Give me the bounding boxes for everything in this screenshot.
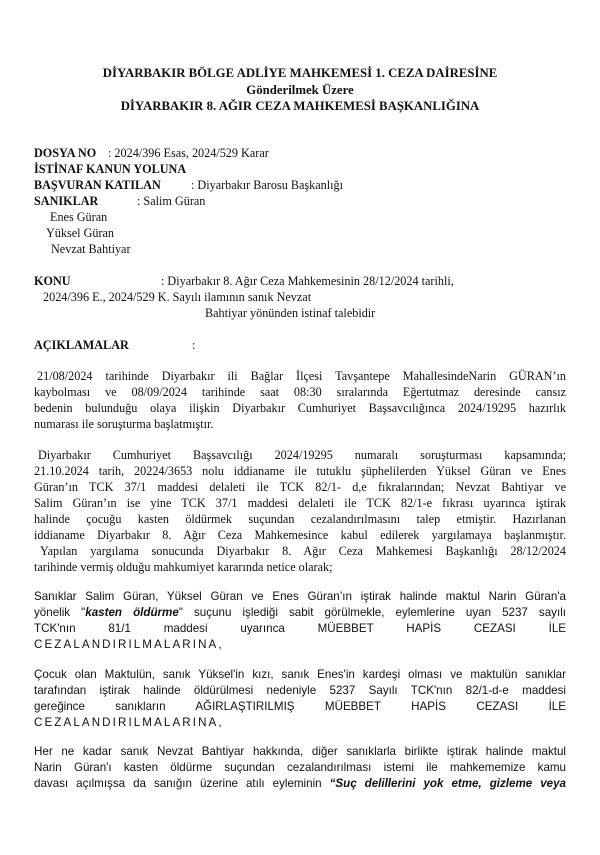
paragraph3-line: TCK'nın 81/1 maddesi uyarınca MÜEBBET HAPİS CEZASI İLE (34, 622, 566, 635)
kasten-oldurme-emphasis: kasten öldürme (85, 606, 179, 619)
konu-line1: : Diyarbakır 8. Ağır Ceza Mahkemesinin 28/12/2024 tarihli, (161, 274, 454, 288)
paragraph1-line: 21/08/2024 tarihinde Diyarbakır ili Bağlar İlçesi Tavşantepe MahallesindeNarin GÜRAN’ın (37, 369, 566, 383)
paragraph4-line: Çocuk olan Maktulün, sanık Yüksel'in kızı, sanık Enes'in kardeşi olması ve maktulün sanıklar (34, 668, 566, 681)
paragraph3-line: Sanıklar Salim Güran, Yüksel Güran ve Enes Güran’ın iştirak halinde maktul Narin Güran'a (34, 590, 566, 603)
paragraph2-line: tarihinde vermiş olduğu mahkumiyet kararında netice olarak; (34, 560, 333, 574)
paragraph1-line: bedenin bulunduğu olaya ilişkin Diyarbakır Cumhuriyet Başsavcılığınca 2024/19295 hazırlık (34, 401, 566, 415)
paragraph2-line: Salim Güran’ın ise yine TCK 37/1 maddesi delaleti ile TCK 82/1-e fıkrası uyarınca iştirak (34, 496, 566, 510)
paragraph5-line: Her ne kadar sanık Nevzat Bahtiyar hakkında, diğer sanıklarla birlikte iştirak halinde maktul (34, 745, 566, 758)
sanik-enes: Enes Güran (50, 210, 108, 224)
paragraph2-line: iddianame Diyarbakır 8. Ağır Ceza Mahkemesince kabul edilerek yargılamaya başlanmıştır. (34, 528, 566, 542)
paragraph1-line: kaybolması ve 08/09/2024 tarihinde saat 08:30 sıralarında Eğertutmaz deresinde cansız (34, 385, 566, 399)
paragraph1-line: numarası ile soruşturma başlatmıştır. (34, 417, 214, 431)
court-header-line1: DİYARBAKIR BÖLGE ADLİYE MAHKEMESİ 1. CEZA DAİRESİNE (102, 66, 498, 80)
paragraph2-line: 21.10.2024 tarih, 20224/3653 nolu iddianame ile tutuklu şüphelilerden Yüksel Güran ve Enes (34, 464, 566, 478)
paragraph3-text: yönelik " (34, 606, 86, 619)
paragraph2-line: Güran’ın TCK 37/1 maddesi delaleti ile TCK 82/1- d,e fıkralarından; Nevzat Bahtiyar ve (34, 480, 566, 494)
dosya-value: : 2024/396 Esas, 2024/529 Karar (108, 146, 269, 160)
paragraph5-line: Narin Güran'ı kasten öldürme suçundan cezalandırılması istemi ile mahkememize kamu (34, 761, 566, 774)
suc-delillerini-emphasis: “Suç delillerini yok etme, gizleme veya (329, 777, 566, 790)
paragraph3-line (34, 606, 566, 619)
paragraph3-line: CEZALANDIRILMALARINA, (34, 638, 224, 651)
court-header-line2: Gönderilmek Üzere (246, 83, 354, 97)
basvuran-label: BAŞVURAN KATILAN (34, 178, 161, 192)
paragraph3-text: " suçunu işlediği sabit görülmekle, eylemlerine uyan 5237 sayılı (178, 606, 566, 619)
paragraph4-line: gereğince sanıkların AĞIRLAŞTIRILMIŞ MÜEBBET HAPİS CEZASI İLE (34, 700, 566, 713)
basvuran-value: : Diyarbakır Barosu Başkanlığı (191, 178, 343, 192)
paragraph4-line: tarafından iştirak halinde öldürülmesi nedeniyle 5237 Sayılı TCK'nın 82/1-d-e maddesi (34, 684, 566, 697)
sanik-nevzat: Nevzat Bahtiyar (51, 242, 131, 256)
dosya-label: DOSYA NO (34, 146, 97, 160)
saniklar-label: SANIKLAR (34, 194, 99, 208)
aciklamalar-colon: : (192, 338, 196, 352)
aciklamalar-label: AÇIKLAMALAR (34, 338, 129, 352)
konu-line3: Bahtiyar yönünden istinaf talebidir (205, 306, 376, 320)
court-header-line3: DİYARBAKIR 8. AĞIR CEZA MAHKEMESİ BAŞKANLIĞINA (120, 99, 480, 113)
paragraph4-line: CEZALANDIRILMALARINA, (34, 716, 224, 729)
paragraph5-text: davası açılmışsa da sanığın üzerine atılı eyleminin (34, 777, 330, 790)
konu-label: KONU (34, 274, 71, 288)
paragraph2-line: halinde çocuğu kasten öldürmek suçundan cezalandırılmasını talep etmiştir. Hazırlanan (34, 512, 566, 526)
paragraph5-line (34, 777, 566, 790)
sanik-salim: : Salim Güran (137, 194, 206, 208)
istinaf-heading: İSTİNAF KANUN YOLUNA (34, 162, 187, 176)
paragraph2-line: Yapılan yargılama sonucunda Diyarbakır 8. Ağır Ceza Mahkemesi Başkanlığı 28/12/2024 (40, 544, 566, 558)
sanik-yuksel: Yüksel Güran (46, 226, 115, 240)
konu-line2: 2024/396 E., 2024/529 K. Sayılı ilamının sanık Nevzat (43, 290, 312, 304)
paragraph2-line: Diyarbakır Cumhuriyet Başsavcılığı 2024/19295 numaralı soruşturması kapsamında; (38, 448, 566, 462)
